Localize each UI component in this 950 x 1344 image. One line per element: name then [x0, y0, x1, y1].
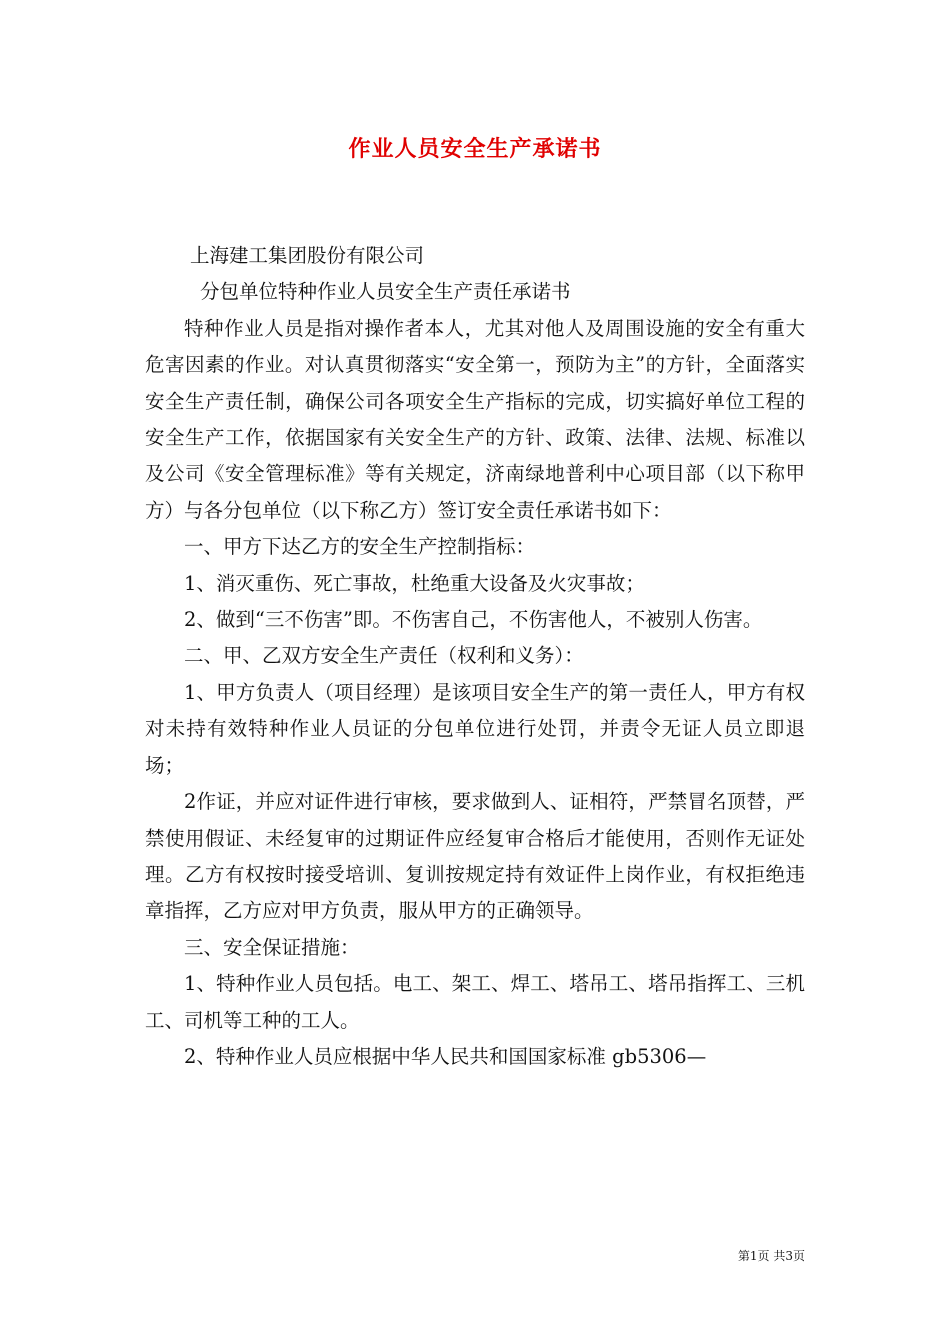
document-title: 作业人员安全生产承诺书 [348, 136, 602, 162]
document-body [145, 238, 805, 1075]
intro-paragraph: 特种作业人员是指对操作者本人，尤其对他人及周围设施的安全有重大危害因素的作业。对认真贯彻落实“安全第一，预防为主”的方针，全面落实安全生产责任制，确保公司各项安全生产指标的完成，切实搞好单位工程的安全生产工作，依据国家有关安全生产的方针、政策、法律、法规、标准以及公司《安全管理标准》等有关规定，济南绿地普利中心项目部（以下称甲方）与各分包单位（以下称乙方）签订安全责任承诺书如下： [145, 316, 805, 522]
company-name: 上海建工集团股份有限公司 [190, 244, 425, 267]
subtitle: 分包单位特种作业人员安全生产责任承诺书 [200, 280, 571, 304]
section-two-item-1: 1、甲方负责人（项目经理）是该项目安全生产的第一责任人，甲方有权对未持有效特种作业人员证的分包单位进行处罚，并责令无证人员立即退场； [145, 680, 805, 777]
section-one-heading: 一、甲方下达乙方的安全生产控制指标： [184, 535, 536, 559]
section-one-item-1: 1、消灭重伤、死亡事故，杜绝重大设备及火灾事故； [184, 571, 645, 595]
section-three-heading: 三、安全保证措施： [184, 935, 360, 959]
section-one-item-2: 2、做到“三不伤害”即。不伤害自己，不伤害他人，不被别人伤害。 [184, 608, 763, 632]
section-three-item-2: 2、特种作业人员应根据中华人民共和国国家标准 gb5306— [184, 1044, 707, 1068]
section-two-heading: 二、甲、乙双方安全生产责任（权利和义务）： [184, 644, 584, 668]
section-three-item-1: 1、特种作业人员包括。电工、架工、焊工、塔吊工、塔吊指挥工、三机工、司机等工种的工人。 [145, 972, 805, 1032]
section-two-item-2: 2作证，并应对证件进行审核，要求做到人、证相符，严禁冒名顶替，严禁使用假证、未经复审的过期证件应经复审合格后才能使用，否则作无证处理。乙方有权按时接受培训、复训按规定持有效证件上岗作业，有权拒绝违章指挥，乙方应对甲方负责，服从甲方的正确领导。 [145, 790, 805, 923]
page-number: 第1页 共3页 [737, 1249, 805, 1263]
